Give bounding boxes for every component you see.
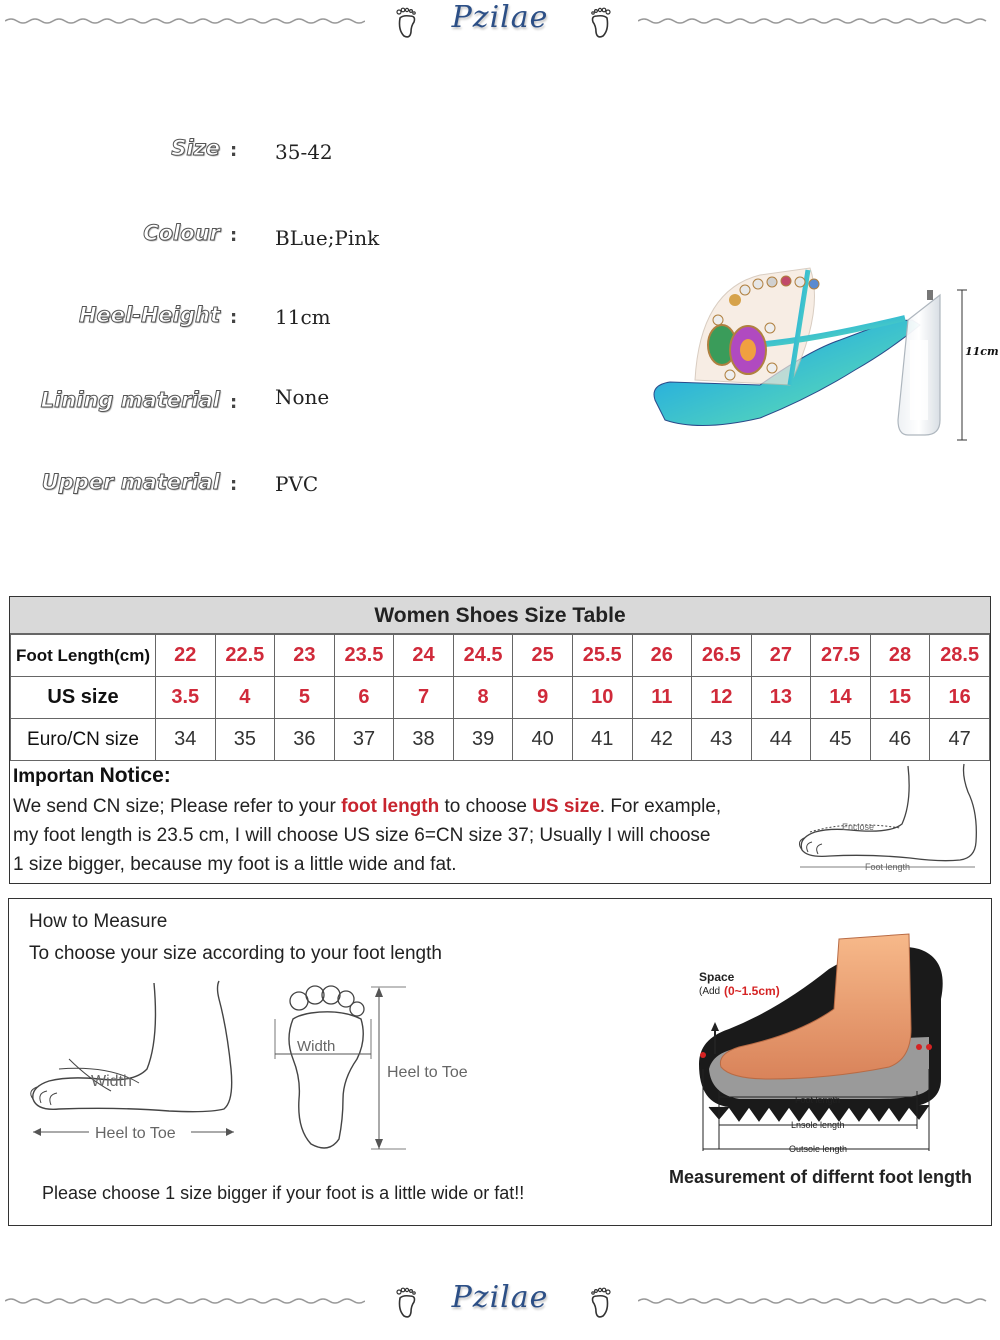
table-cell: 37: [334, 719, 394, 761]
size-table-grid: [10, 634, 990, 761]
size-table: [9, 596, 991, 884]
wave-divider-right: [638, 16, 995, 26]
heel-to-toe-label: Heel to Toe: [95, 1125, 176, 1142]
table-cell: 24.5: [453, 635, 513, 677]
size-table-title: Women Shoes Size Table: [10, 597, 990, 634]
spec-value-colour: BLue;Pink: [275, 226, 380, 250]
width-label-sole: Width: [297, 1038, 336, 1055]
table-cell: 46: [870, 719, 930, 761]
foot-length-label: Foot length: [795, 1095, 841, 1105]
row-header: Foot Length(cm): [11, 635, 156, 677]
table-cell: 9: [513, 677, 573, 719]
table-row-foot-length: [11, 635, 990, 677]
table-cell: 40: [513, 719, 573, 761]
foot-outline-diagram: [790, 762, 985, 880]
table-cell: 25.5: [572, 635, 632, 677]
table-cell: 12: [692, 677, 752, 719]
table-cell: 11: [632, 677, 692, 719]
foot-length-label: Foot length: [865, 862, 911, 872]
spec-colon: :: [230, 392, 238, 413]
highlight-foot-length: foot length: [341, 796, 440, 817]
row-header: Euro/CN size: [11, 719, 156, 761]
how-to-measure-panel: [8, 898, 992, 1226]
heel-height-label: 11cm: [965, 345, 999, 358]
measure-subtitle: To choose your size according to your foot length: [29, 943, 442, 964]
space-add-label: (Add: [699, 986, 721, 997]
table-row-us-size: [11, 677, 990, 719]
enclose-label: Enclose: [842, 822, 875, 832]
spec-value-upper-material: PVC: [275, 472, 319, 496]
spec-colon: :: [230, 140, 238, 161]
table-cell: 4: [215, 677, 275, 719]
table-cell: 27: [751, 635, 811, 677]
footprint-icon-right: [585, 6, 615, 40]
spec-label-upper-material: Upper material: [41, 470, 220, 494]
table-cell: 24: [394, 635, 454, 677]
table-cell: 42: [632, 719, 692, 761]
spec-label-heel-height: Heel-Height: [78, 303, 220, 327]
notice-line: [13, 792, 793, 821]
table-cell: 25: [513, 635, 573, 677]
foot-side-diagram: [19, 979, 249, 1149]
product-sandal-image: [640, 150, 1000, 450]
table-cell: 7: [394, 677, 454, 719]
table-cell: 16: [930, 677, 990, 719]
row-header: US size: [11, 677, 156, 719]
notice-text-span: to choose: [439, 796, 533, 817]
wave-divider-left: [5, 16, 365, 26]
table-cell: 8: [453, 677, 513, 719]
footprint-icon-left: [392, 6, 422, 40]
table-cell: 43: [692, 719, 752, 761]
space-range-label: (0~1.5cm): [724, 984, 780, 998]
notice-title-part: Importan: [13, 766, 95, 787]
table-cell: 38: [394, 719, 454, 761]
table-cell: 27.5: [811, 635, 871, 677]
table-cell: 36: [275, 719, 335, 761]
table-cell: 26.5: [692, 635, 752, 677]
table-cell: 23.5: [334, 635, 394, 677]
footprint-icon-left: [392, 1286, 422, 1320]
table-cell: 28.5: [930, 635, 990, 677]
highlight-us-size: US size: [532, 796, 600, 817]
table-cell: 39: [453, 719, 513, 761]
notice-text-span: . For example,: [599, 796, 722, 817]
spec-label-lining-material: Lining material: [40, 388, 220, 412]
table-cell: 22: [156, 635, 216, 677]
spec-value-heel-height: 11cm: [275, 305, 331, 329]
table-cell: 3.5: [156, 677, 216, 719]
table-cell: 15: [870, 677, 930, 719]
table-cell: 6: [334, 677, 394, 719]
table-cell: 47: [930, 719, 990, 761]
brand-logo-text: Pzilae: [451, 0, 549, 35]
important-notice: [10, 762, 990, 884]
table-row-euro-cn-size: [11, 719, 990, 761]
space-label: Space: [699, 970, 735, 984]
table-cell: 22.5: [215, 635, 275, 677]
spec-colon: :: [230, 307, 238, 328]
measure-title: How to Measure: [29, 911, 168, 932]
table-cell: 45: [811, 719, 871, 761]
notice-line: my foot length is 23.5 cm, I will choose US size 6=CN size 37; Usually I will choose: [13, 825, 711, 846]
insole-length-label: Lnsole length: [791, 1120, 845, 1130]
notice-title-part: Notice:: [99, 764, 171, 787]
brand-logo-text: Pzilae: [451, 1280, 549, 1315]
table-cell: 5: [275, 677, 335, 719]
spec-label-size: Size: [171, 136, 220, 160]
footer-brand-bar: [0, 1280, 1000, 1324]
spec-colon: :: [230, 474, 238, 495]
spec-value-lining-material: None: [275, 385, 330, 409]
measurement-caption: Measurement of differnt foot length: [669, 1167, 972, 1187]
table-cell: 23: [275, 635, 335, 677]
notice-text: [13, 792, 793, 879]
notice-title: [13, 764, 171, 788]
wave-divider-left: [5, 1296, 365, 1306]
footprint-icon-right: [585, 1286, 615, 1320]
header-brand-bar: [0, 0, 1000, 44]
notice-text-span: We send CN size; Please refer to your: [13, 796, 342, 817]
size-advice-note: Please choose 1 size bigger if your foot is a little wide or fat!!: [42, 1183, 525, 1203]
spec-label-colour: Colour: [143, 221, 220, 245]
table-cell: 13: [751, 677, 811, 719]
table-cell: 10: [572, 677, 632, 719]
table-cell: 26: [632, 635, 692, 677]
table-cell: 34: [156, 719, 216, 761]
table-cell: 41: [572, 719, 632, 761]
foot-sole-diagram: [271, 979, 491, 1154]
width-label: Width: [91, 1073, 132, 1090]
outsole-length-label: Outsole length: [789, 1144, 848, 1154]
table-cell: 44: [751, 719, 811, 761]
spec-colon: :: [230, 225, 238, 246]
table-cell: 35: [215, 719, 275, 761]
notice-line: 1 size bigger, because my foot is a little wide and fat.: [13, 854, 457, 875]
table-cell: 28: [870, 635, 930, 677]
shoe-cross-section-diagram: [679, 929, 979, 1169]
spec-value-size: 35-42: [275, 140, 333, 164]
heel-to-toe-label-sole: Heel to Toe: [387, 1064, 468, 1081]
table-cell: 14: [811, 677, 871, 719]
wave-divider-right: [638, 1296, 995, 1306]
